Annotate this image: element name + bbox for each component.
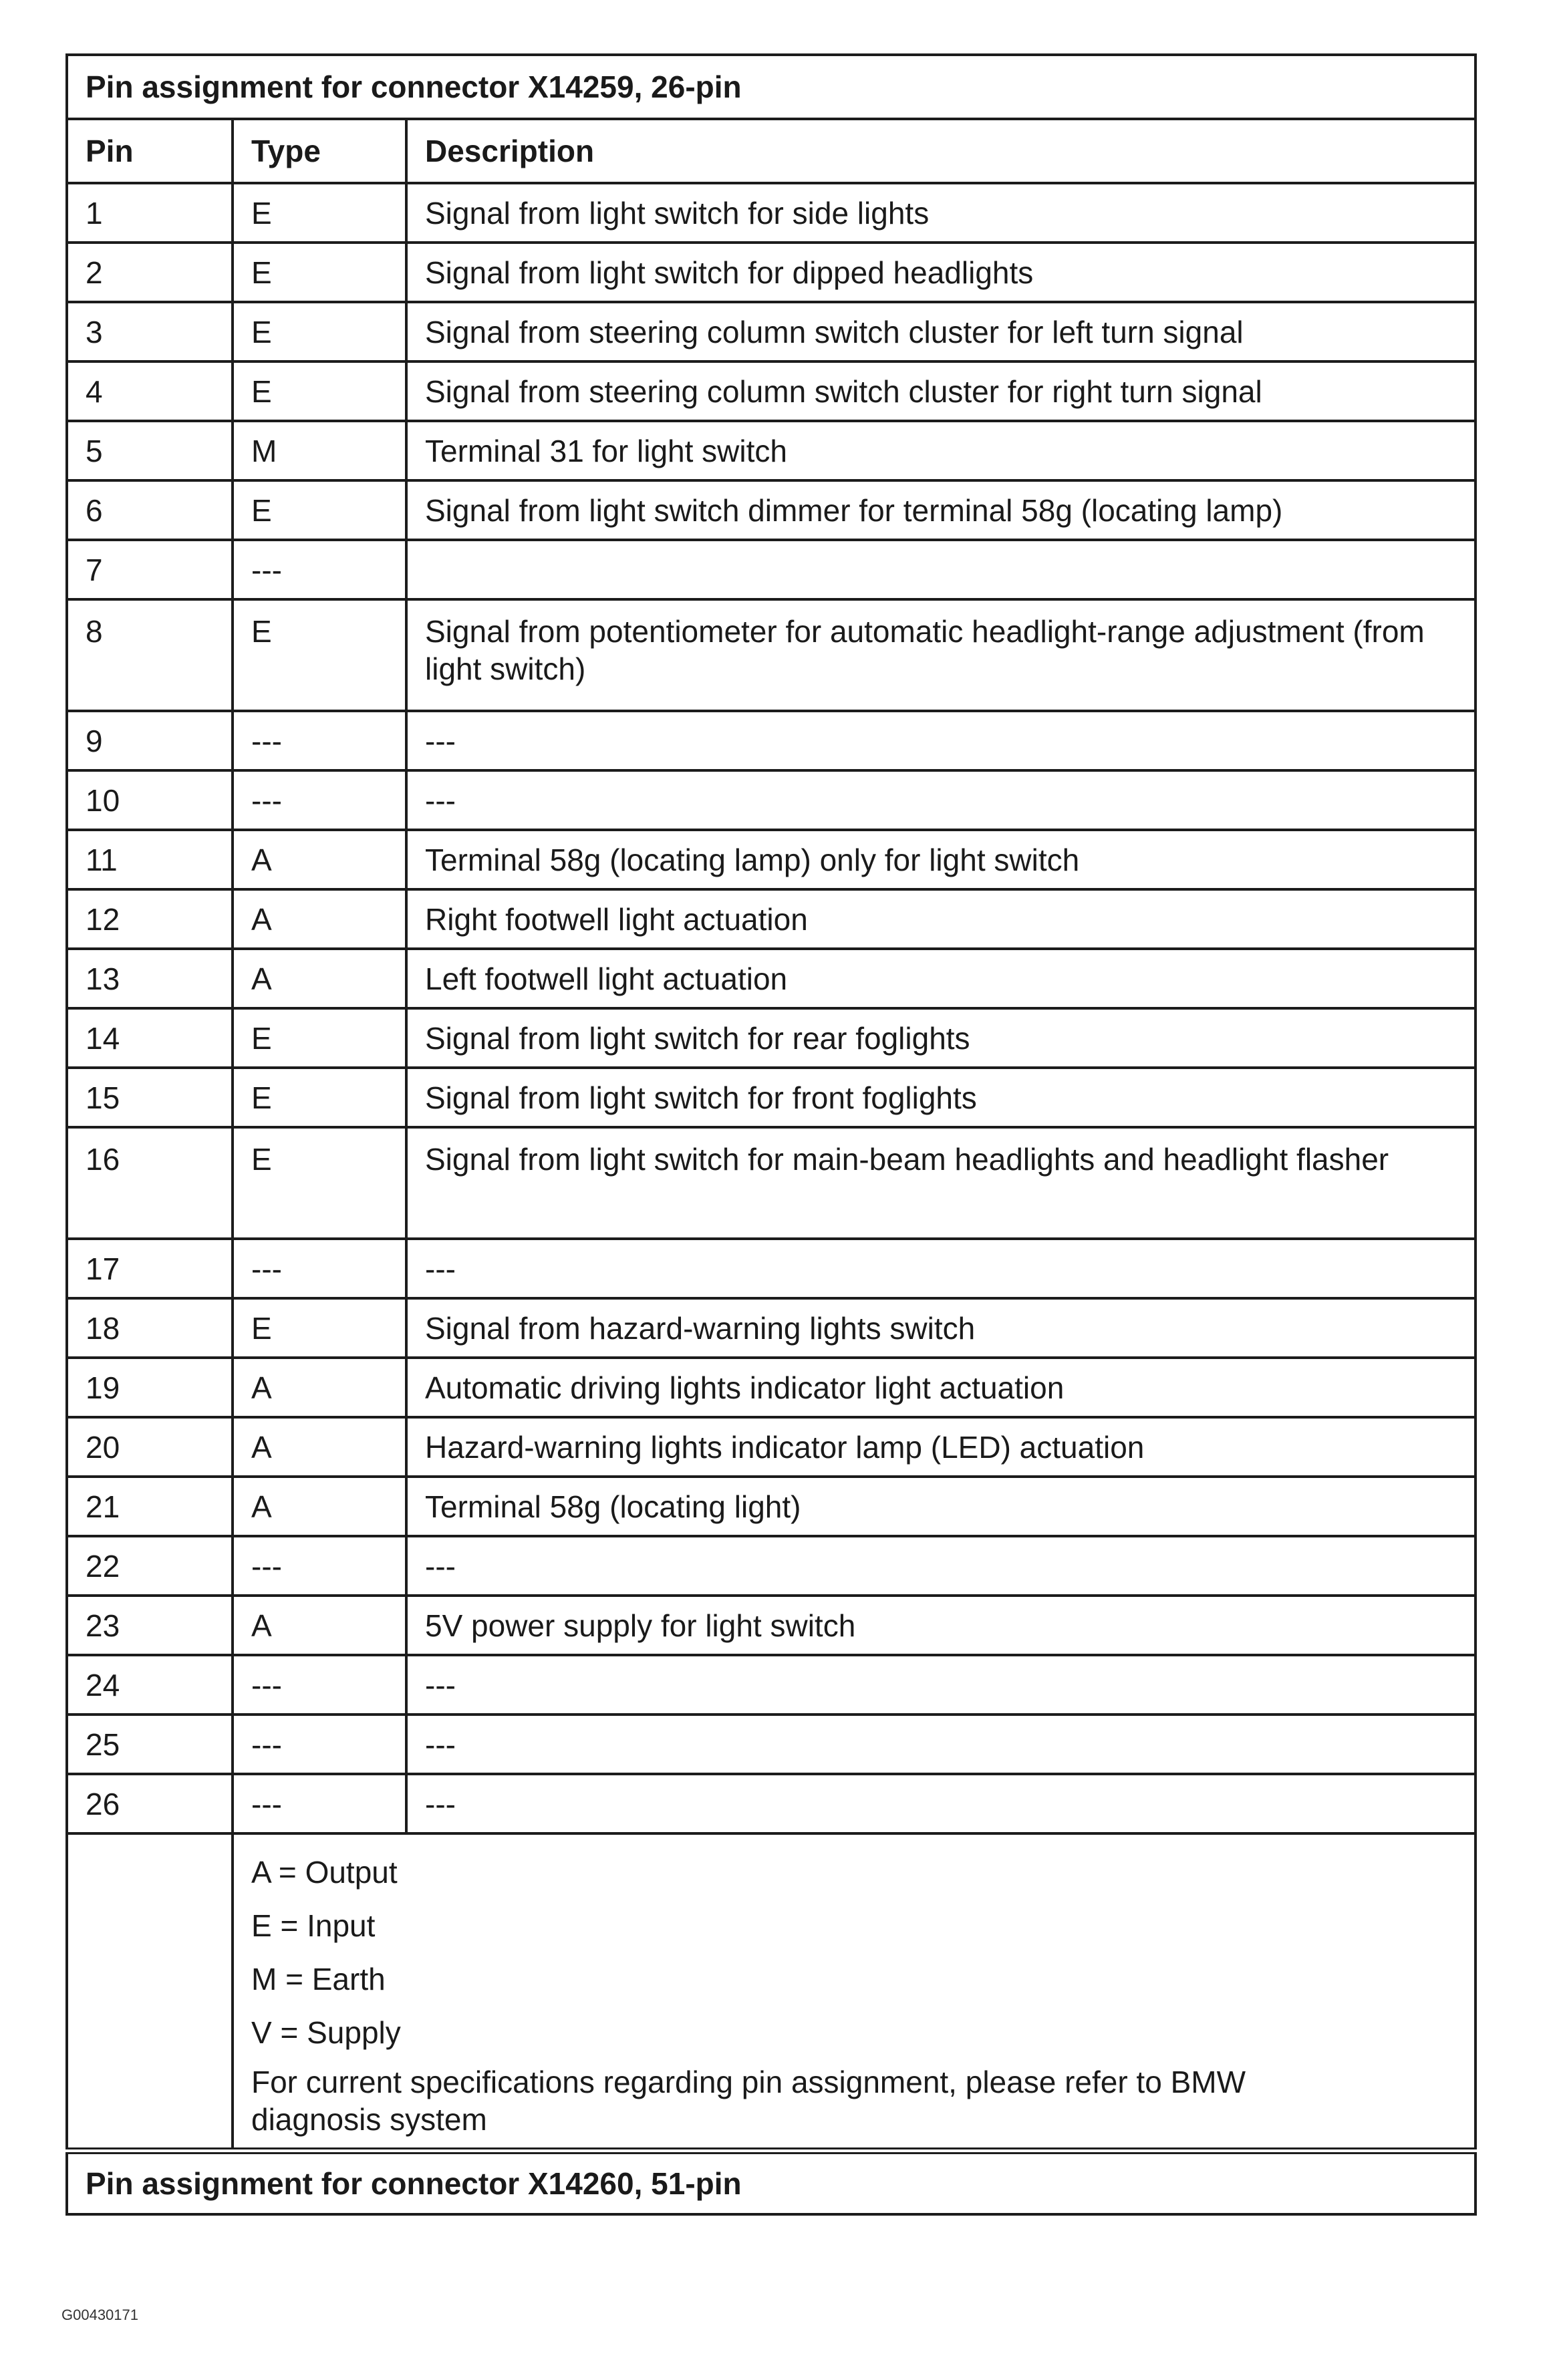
pin-cell: 11 — [67, 830, 233, 889]
table-row — [67, 1298, 1475, 1358]
description-cell: Terminal 58g (locating lamp) only for light switch — [406, 830, 1475, 889]
type-cell: E — [233, 1127, 406, 1239]
table-row — [67, 243, 1475, 302]
type-cell: --- — [233, 1715, 406, 1774]
pin-cell: 13 — [67, 949, 233, 1008]
description-cell: --- — [406, 711, 1475, 770]
pin-cell: 21 — [67, 1477, 233, 1536]
type-cell: --- — [233, 1774, 406, 1833]
description-column-header: Description — [406, 119, 1475, 183]
pin-cell: 20 — [67, 1417, 233, 1477]
pin-cell: 15 — [67, 1068, 233, 1127]
description-cell: Signal from potentiometer for automatic headlight-range adjustment (from light switch) — [406, 599, 1475, 711]
pin-column-header: Pin — [67, 119, 233, 183]
table-row — [67, 830, 1475, 889]
table-row — [67, 1774, 1475, 1833]
type-cell: A — [233, 1358, 406, 1417]
table-row — [67, 183, 1475, 243]
type-cell: E — [233, 599, 406, 711]
description-cell: Terminal 58g (locating light) — [406, 1477, 1475, 1536]
description-cell: --- — [406, 1239, 1475, 1298]
legend-row — [67, 1833, 1475, 2151]
type-cell: --- — [233, 770, 406, 830]
type-cell: A — [233, 889, 406, 949]
pin-cell: 18 — [67, 1298, 233, 1358]
type-cell: --- — [233, 711, 406, 770]
pin-cell: 4 — [67, 361, 233, 421]
description-cell: Automatic driving lights indicator light actuation — [406, 1358, 1475, 1417]
table-row — [67, 1127, 1475, 1239]
table-header-row — [67, 119, 1475, 183]
table-row — [67, 1417, 1475, 1477]
pin-cell: 8 — [67, 599, 233, 711]
pin-cell: 23 — [67, 1596, 233, 1655]
next-table-title-row — [67, 2151, 1475, 2214]
description-cell: Left footwell light actuation — [406, 949, 1475, 1008]
type-cell: --- — [233, 1239, 406, 1298]
type-cell: E — [233, 1068, 406, 1127]
description-cell — [406, 540, 1475, 599]
legend-item: M = Earth — [251, 1962, 386, 1996]
type-cell: --- — [233, 540, 406, 599]
description-cell: --- — [406, 1715, 1475, 1774]
table-row — [67, 889, 1475, 949]
pin-rows — [67, 183, 1475, 1833]
pin-cell: 3 — [67, 302, 233, 361]
legend-empty-cell — [67, 1833, 233, 2151]
legend-item: E = Input — [251, 1908, 376, 1943]
pin-cell: 6 — [67, 480, 233, 540]
type-cell: E — [233, 1298, 406, 1358]
pin-cell: 24 — [67, 1655, 233, 1715]
description-cell: --- — [406, 770, 1475, 830]
pin-cell: 2 — [67, 243, 233, 302]
legend-item: V = Supply — [251, 2015, 401, 2050]
table-row — [67, 1655, 1475, 1715]
table-title: Pin assignment for connector X14259, 26-pin — [67, 55, 1475, 119]
type-cell: E — [233, 1008, 406, 1068]
type-cell: --- — [233, 1655, 406, 1715]
description-cell: Signal from hazard-warning lights switch — [406, 1298, 1475, 1358]
table-row — [67, 302, 1475, 361]
type-cell: A — [233, 1417, 406, 1477]
pin-cell: 12 — [67, 889, 233, 949]
type-cell: A — [233, 1596, 406, 1655]
table-row — [67, 540, 1475, 599]
pin-cell: 14 — [67, 1008, 233, 1068]
pin-cell: 10 — [67, 770, 233, 830]
table-row — [67, 421, 1475, 480]
table-row — [67, 1596, 1475, 1655]
type-cell: --- — [233, 1536, 406, 1596]
table-row — [67, 361, 1475, 421]
description-cell: Signal from light switch for front foglights — [406, 1068, 1475, 1127]
type-cell: E — [233, 361, 406, 421]
pin-cell: 22 — [67, 1536, 233, 1596]
type-cell: A — [233, 830, 406, 889]
description-cell: Signal from steering column switch cluster for left turn signal — [406, 302, 1475, 361]
description-cell: 5V power supply for light switch — [406, 1596, 1475, 1655]
type-cell: A — [233, 949, 406, 1008]
table-row — [67, 1477, 1475, 1536]
description-cell: --- — [406, 1774, 1475, 1833]
table-row — [67, 1239, 1475, 1298]
table-row — [67, 1715, 1475, 1774]
type-cell: E — [233, 183, 406, 243]
table-row — [67, 1536, 1475, 1596]
description-cell: Hazard-warning lights indicator lamp (LED) actuation — [406, 1417, 1475, 1477]
type-column-header: Type — [233, 119, 406, 183]
pin-cell: 17 — [67, 1239, 233, 1298]
legend-item: A = Output — [251, 1855, 398, 1890]
type-cell: A — [233, 1477, 406, 1536]
type-cell: M — [233, 421, 406, 480]
next-table-title: Pin assignment for connector X14260, 51-pin — [67, 2151, 1475, 2214]
type-cell: E — [233, 302, 406, 361]
description-cell: Signal from light switch for side lights — [406, 183, 1475, 243]
description-cell: Signal from light switch for main-beam headlights and headlight flasher — [406, 1127, 1475, 1239]
pin-cell: 5 — [67, 421, 233, 480]
legend-note: For current specifications regarding pin assignment, please refer to BMW diagnosis system — [251, 2065, 1246, 2137]
description-cell: Signal from light switch for rear foglights — [406, 1008, 1475, 1068]
table-row — [67, 1068, 1475, 1127]
description-cell: Terminal 31 for light switch — [406, 421, 1475, 480]
table-row — [67, 599, 1475, 711]
pin-cell: 7 — [67, 540, 233, 599]
pin-cell: 16 — [67, 1127, 233, 1239]
pin-cell: 9 — [67, 711, 233, 770]
figure-code: G00430171 — [61, 2307, 138, 2323]
pin-cell: 25 — [67, 1715, 233, 1774]
legend-cell — [233, 1833, 1475, 2151]
description-cell: Signal from light switch dimmer for terminal 58g (locating lamp) — [406, 480, 1475, 540]
table-row — [67, 949, 1475, 1008]
table-row — [67, 480, 1475, 540]
table-row — [67, 711, 1475, 770]
description-cell: Signal from steering column switch cluster for right turn signal — [406, 361, 1475, 421]
description-cell: --- — [406, 1536, 1475, 1596]
type-cell: E — [233, 243, 406, 302]
description-cell: --- — [406, 1655, 1475, 1715]
type-cell: E — [233, 480, 406, 540]
pin-cell: 19 — [67, 1358, 233, 1417]
table-row — [67, 1358, 1475, 1417]
description-cell: Right footwell light actuation — [406, 889, 1475, 949]
table-title-row — [67, 55, 1475, 119]
table-row — [67, 770, 1475, 830]
pin-cell: 26 — [67, 1774, 233, 1833]
table-row — [67, 1008, 1475, 1068]
description-cell: Signal from light switch for dipped headlights — [406, 243, 1475, 302]
pin-assignment-table — [65, 53, 1477, 2216]
pin-cell: 1 — [67, 183, 233, 243]
